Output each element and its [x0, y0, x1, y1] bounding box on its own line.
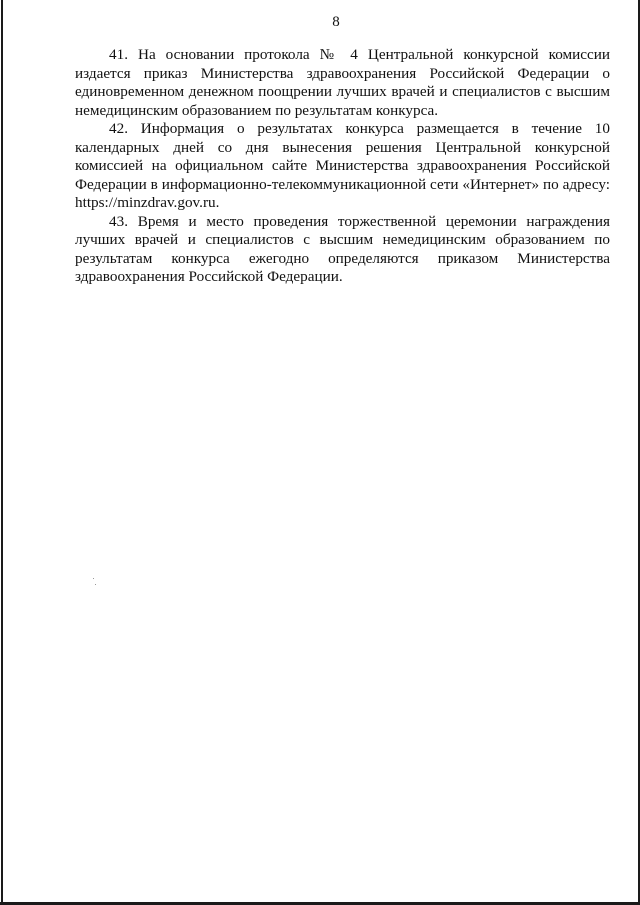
paragraph-41: 41. На основании протокола № 4 Центральной конкурсной комиссии издается приказ Министерства здравоохранения Российской Федерации о единовременном денежном поощрении лучших врачей и специалистов с высшим немедицинским образованием по результатам конкурса. — [75, 46, 610, 119]
paragraph-42: 42. Информация о результатах конкурса размещается в течение 10 календарных дней со дня вынесения решения Центральной конкурсной комиссией на официальном сайте Министерства здравоохранения Российской Федерации в информационно-телекоммуникационной сети «Интернет» по адресу: https://minzdrav.gov.ru. — [75, 120, 610, 211]
scan-edge-left — [1, 0, 3, 905]
scan-speck — [95, 584, 96, 585]
scan-speck — [93, 578, 94, 579]
page-number: 8 — [332, 14, 340, 30]
paragraph-43: 43. Время и место проведения торжественной церемонии награждения лучших врачей и специалистов с высшим немедицинским образованием по результатам конкурса ежегодно определяются приказом Министерства здравоохранения Российской Федерации. — [75, 212, 610, 285]
document-body — [75, 46, 610, 287]
